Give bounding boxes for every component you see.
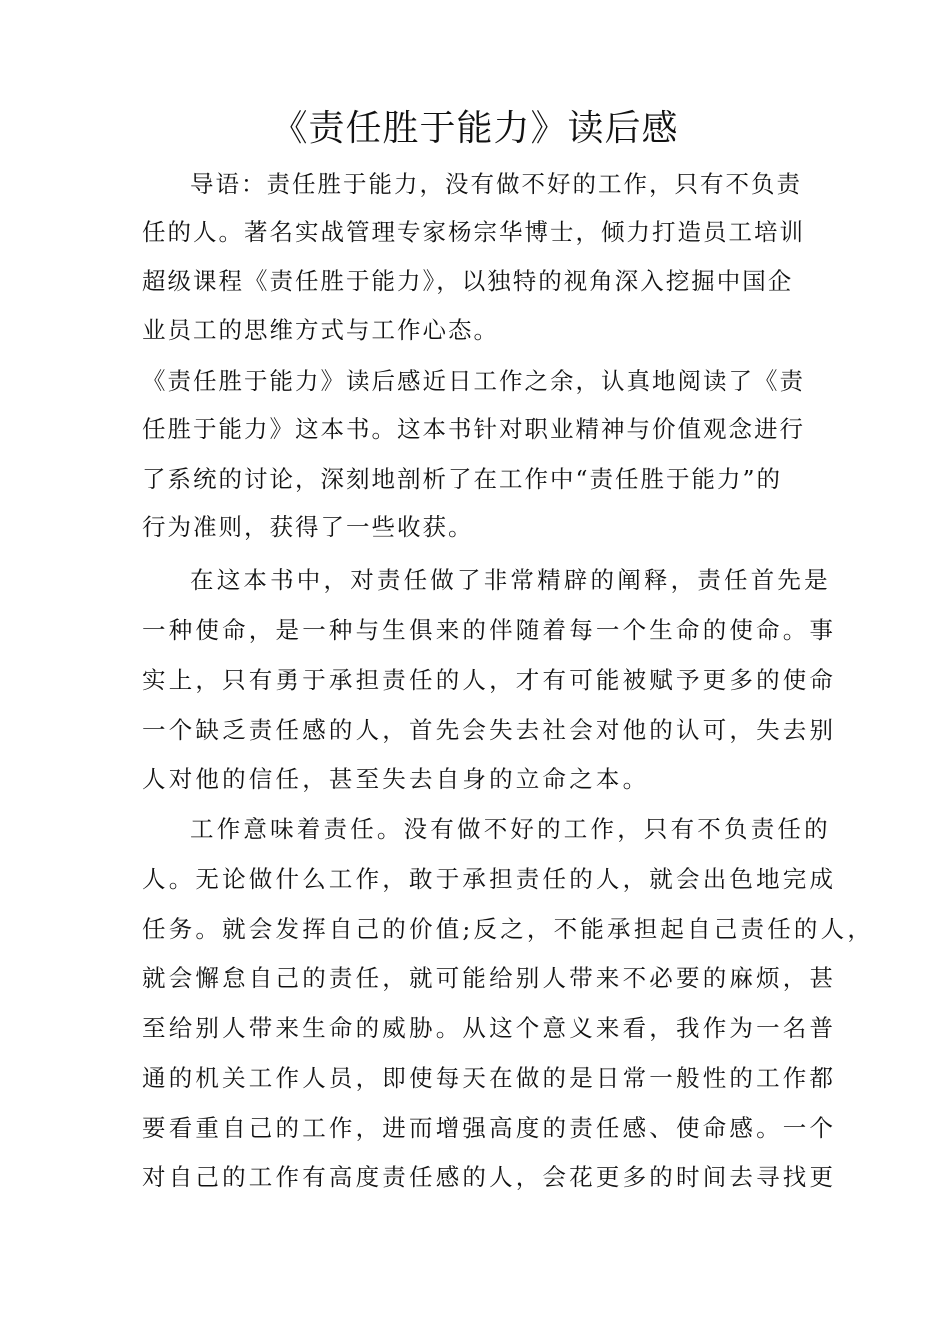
- text-line: 行为准则，获得了一些收获。: [142, 513, 474, 541]
- text-line: 通的机关工作人员，即使每天在做的是日常一般性的工作都: [142, 1064, 837, 1092]
- text-line: 要看重自己的工作，进而增强高度的责任感、使命感。一个: [142, 1114, 837, 1142]
- text-line: 人。无论做什么工作，敢于承担责任的人，就会出色地完成: [142, 865, 837, 893]
- text-line: 就会懈怠自己的责任，就可能给别人带来不必要的麻烦，甚: [142, 964, 837, 992]
- text-line: 在这本书中，对责任做了非常精辟的阐释，责任首先是: [190, 566, 831, 594]
- text-line: 超级课程《责任胜于能力》，以独特的视角深入挖掘中国企: [142, 267, 794, 295]
- text-line: 一个缺乏责任感的人，首先会失去社会对他的认可，失去别: [142, 716, 837, 744]
- text-line: 任务。就会发挥自己的价值;反之，不能承担起自己责任的人，: [142, 915, 875, 943]
- text-line: 一种使命，是一种与生俱来的伴随着每一个生命的使命。事: [142, 616, 837, 644]
- text-line: 任胜于能力》这本书。这本书针对职业精神与价值观念进行: [142, 415, 805, 443]
- text-line: 《责任胜于能力》读后感近日工作之余，认真地阅读了《责: [142, 367, 805, 395]
- text-line: 工作意味着责任。没有做不好的工作，只有不负责任的: [190, 815, 831, 843]
- text-line: 任的人。著名实战管理专家杨宗华博士，倾力打造员工培训: [142, 218, 805, 246]
- text-line: 至给别人带来生命的威胁。从这个意义来看，我作为一名普: [142, 1014, 837, 1042]
- text-line: 人对他的信任，甚至失去自身的立命之本。: [142, 765, 650, 793]
- document-title: 《责任胜于能力》读后感: [271, 108, 679, 149]
- text-line: 对自己的工作有高度责任感的人，会花更多的时间去寻找更: [142, 1163, 837, 1191]
- text-line: 业员工的思维方式与工作心态。: [142, 316, 499, 344]
- text-line: 了系统的讨论，深刻地剖析了在工作中“责任胜于能力”的: [142, 465, 783, 493]
- text-line: 实上，只有勇于承担责任的人，才有可能被赋予更多的使命: [142, 666, 837, 694]
- text-line: 导语：责任胜于能力，没有做不好的工作，只有不负责: [190, 170, 802, 198]
